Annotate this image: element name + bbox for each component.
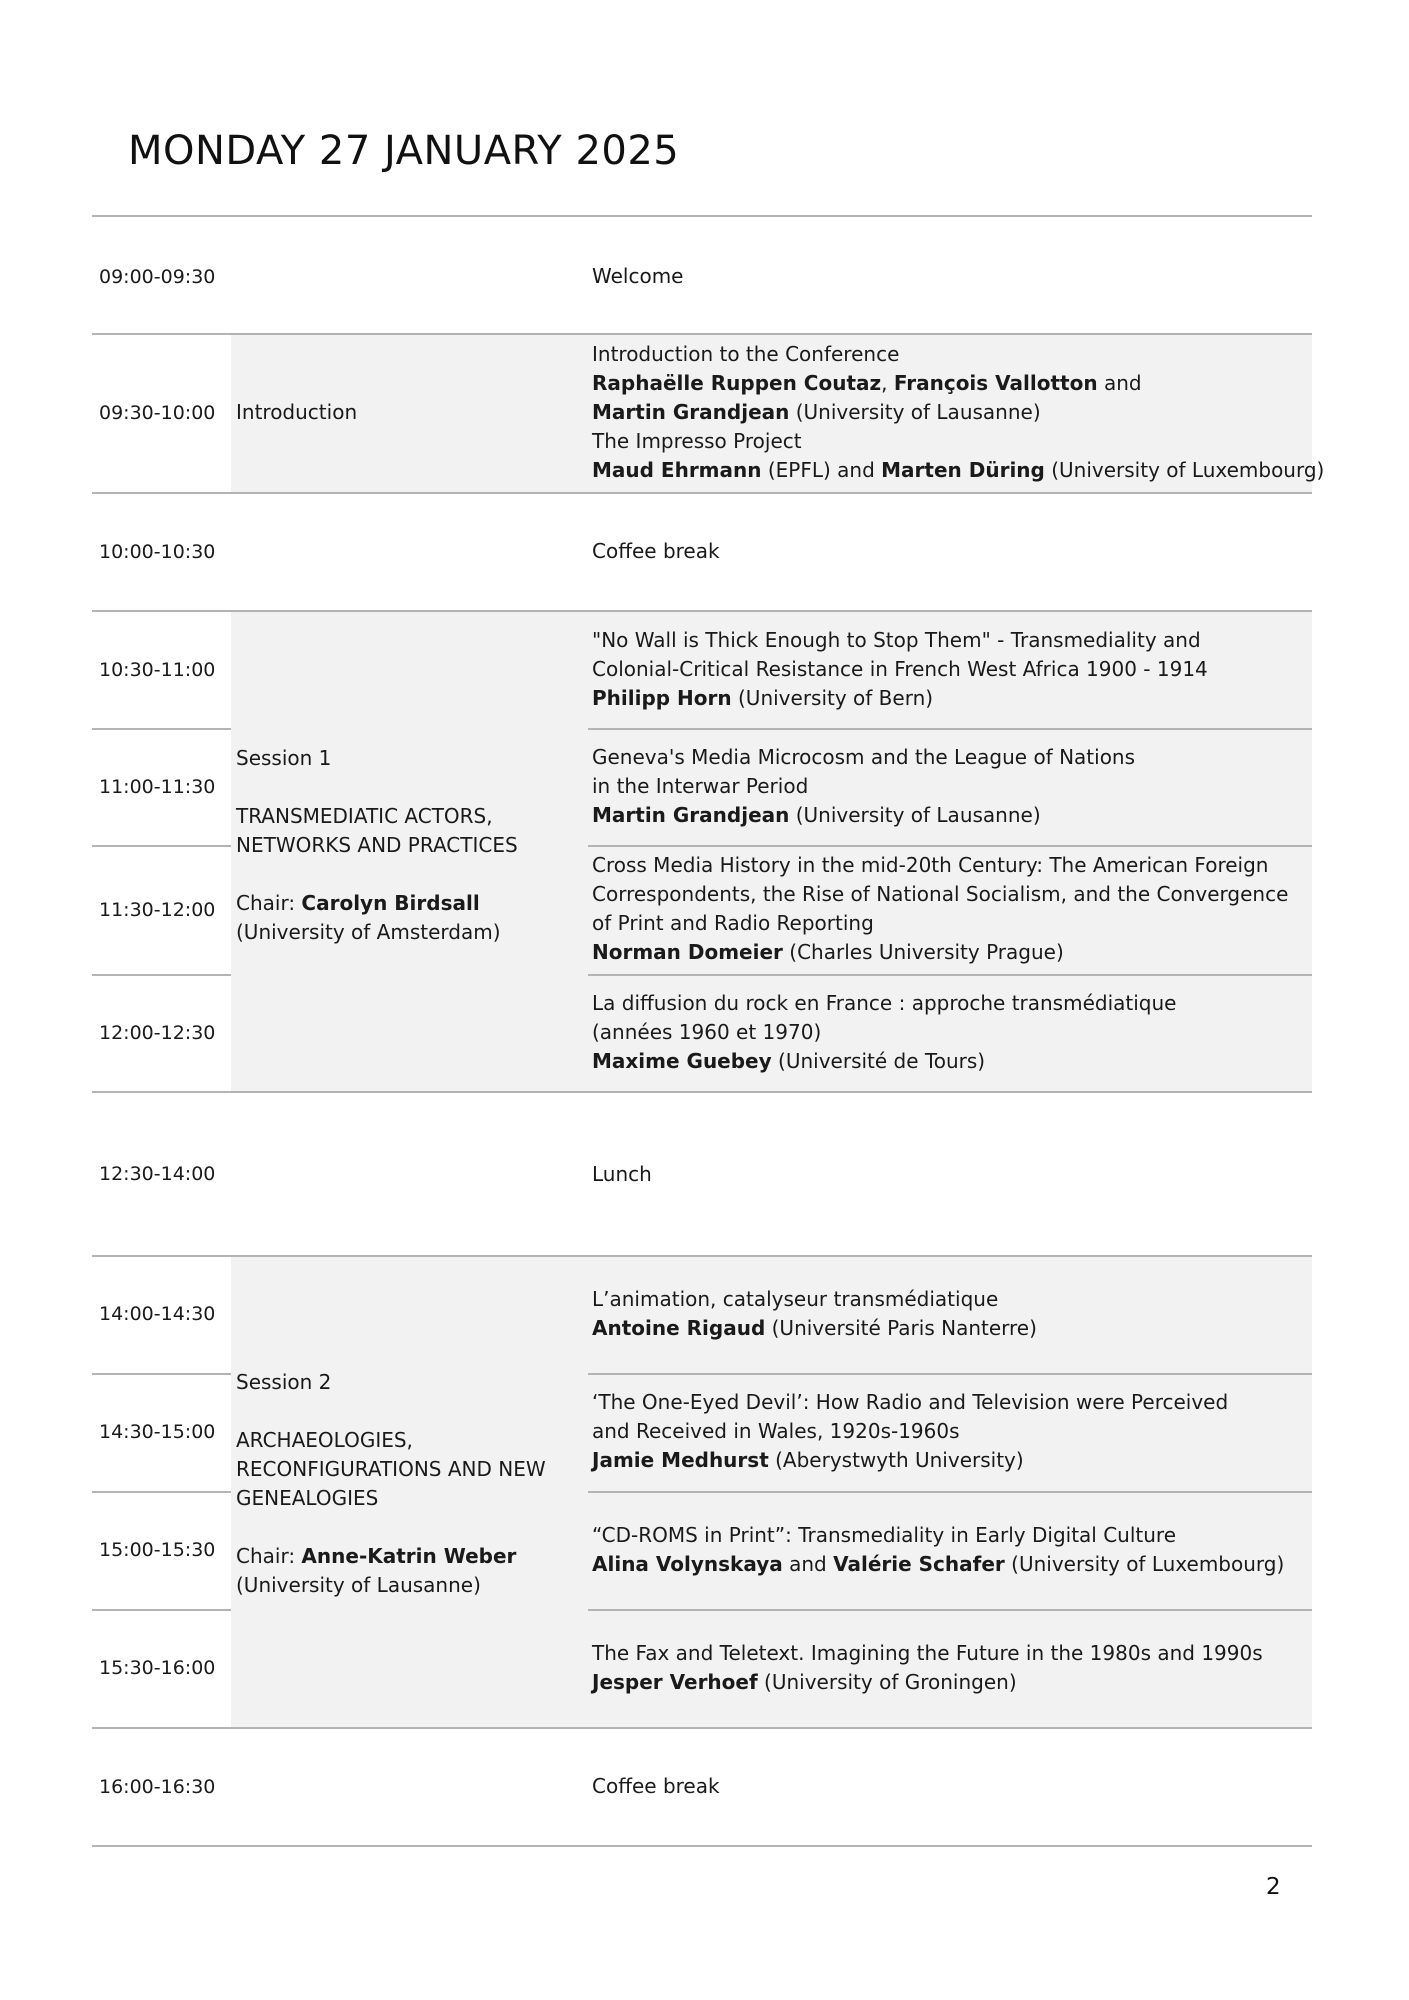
- chair-affiliation: (University of Lausanne): [236, 1573, 481, 1597]
- program-text: Geneva's Media Microcosm and the League of Nations: [592, 745, 1136, 769]
- program-text: (EPFL) and: [761, 458, 882, 482]
- speaker-name: Alina Volynskaya: [592, 1552, 783, 1576]
- program-line: [592, 1772, 1312, 1801]
- session-cell-background: [231, 1610, 588, 1728]
- divider-line: [92, 1727, 1312, 1729]
- session-1-theme-line: TRANSMEDIATIC ACTORS,: [236, 804, 493, 828]
- divider-line: [92, 1091, 1312, 1093]
- divider-line: [588, 845, 1312, 847]
- divider-line: [92, 974, 231, 976]
- time-slot: 16:00-16:30: [99, 1776, 216, 1798]
- program-item: [592, 1388, 1312, 1475]
- divider-line: [92, 728, 231, 730]
- program-text: (Université Paris Nanterre): [765, 1316, 1037, 1340]
- speaker-name: Norman Domeier: [592, 940, 783, 964]
- program-item: [592, 1160, 1312, 1189]
- program-text: (University of Groningen): [757, 1670, 1017, 1694]
- program-text: Cross Media History in the mid-20th Century: The American Foreign: [592, 853, 1269, 877]
- session-cell-background: [231, 975, 588, 1092]
- program-line: [592, 1047, 1312, 1076]
- session-cell-background: [231, 1256, 588, 1374]
- program-text: of Print and Radio Reporting: [592, 911, 874, 935]
- session-2-block: [236, 1368, 576, 1600]
- time-slot: 12:30-14:00: [99, 1163, 216, 1185]
- time-slot: 09:00-09:30: [99, 266, 216, 288]
- divider-line: [92, 1845, 1312, 1847]
- program-line: [592, 772, 1312, 801]
- program-line: [592, 262, 1312, 291]
- program-text: (Université de Tours): [771, 1049, 986, 1073]
- program-item: [592, 743, 1312, 830]
- speaker-name: Maud Ehrmann: [592, 458, 762, 482]
- program-line: [592, 684, 1312, 713]
- program-item: [592, 851, 1312, 967]
- program-line: [592, 1160, 1312, 1189]
- session-2-theme-line: RECONFIGURATIONS AND NEW: [236, 1457, 546, 1481]
- session-1-theme-line: NETWORKS AND PRACTICES: [236, 833, 518, 857]
- program-text: Coffee break: [592, 1774, 720, 1798]
- time-slot: 14:00-14:30: [99, 1303, 216, 1325]
- program-line: [592, 1417, 1312, 1446]
- divider-line: [92, 610, 1312, 612]
- program-text: L’animation, catalyseur transmédiatique: [592, 1287, 999, 1311]
- program-line: [592, 456, 1325, 485]
- speaker-name: Marten Düring: [881, 458, 1045, 482]
- chair-name: Carolyn Birdsall: [301, 891, 480, 915]
- speaker-name: Raphaëlle Ruppen Coutaz: [592, 371, 882, 395]
- program-line: [592, 1550, 1312, 1579]
- program-item: [592, 1521, 1312, 1579]
- time-slot: 12:00-12:30: [99, 1022, 216, 1044]
- program-text: La diffusion du rock en France : approche transmédiatique: [592, 991, 1177, 1015]
- program-line: [592, 1639, 1312, 1668]
- session-2-theme-line: ARCHAEOLOGIES,: [236, 1428, 413, 1452]
- divider-line: [588, 1373, 1312, 1375]
- chair-prefix: Chair:: [236, 1544, 302, 1568]
- divider-line: [92, 215, 1312, 217]
- time-slot: 15:00-15:30: [99, 1539, 216, 1561]
- divider-line: [588, 974, 1312, 976]
- program-line: [592, 1668, 1312, 1697]
- chair-name: Anne-Katrin Weber: [301, 1544, 517, 1568]
- program-line: [592, 743, 1312, 772]
- session-2-chair: [236, 1542, 576, 1571]
- time-slot: 10:30-11:00: [99, 659, 216, 681]
- speaker-name: Martin Grandjean: [592, 803, 790, 827]
- divider-line: [588, 1491, 1312, 1493]
- session-2-label: Session 2: [236, 1370, 332, 1394]
- program-text: Colonial-Critical Resistance in French West Africa 1900 - 1914: [592, 657, 1208, 681]
- program-text: Lunch: [592, 1162, 652, 1186]
- program-line: [592, 938, 1312, 967]
- speaker-name: Jesper Verhoef: [592, 1670, 758, 1694]
- program-text: ‘The One-Eyed Devil’: How Radio and Television were Perceived: [592, 1390, 1229, 1414]
- program-text: (années 1960 et 1970): [592, 1020, 822, 1044]
- program-text: and: [1097, 371, 1142, 395]
- program-item: [592, 1772, 1312, 1801]
- speaker-name: Jamie Medhurst: [592, 1448, 769, 1472]
- program-line: [592, 880, 1312, 909]
- time-slot: 15:30-16:00: [99, 1657, 216, 1679]
- program-line: [592, 537, 1312, 566]
- session-cell-background: [231, 611, 588, 729]
- program-line: [592, 340, 1312, 369]
- program-line: [592, 1314, 1312, 1343]
- program-text: ,: [881, 371, 894, 395]
- divider-line: [92, 1491, 231, 1493]
- program-text: (University of Lausanne): [789, 400, 1041, 424]
- program-text: “CD-ROMS in Print”: Transmediality in Early Digital Culture: [592, 1523, 1177, 1547]
- divider-line: [588, 1609, 1312, 1611]
- program-line: [592, 989, 1312, 1018]
- program-text: The Impresso Project: [592, 429, 802, 453]
- chair-affiliation: (University of Amsterdam): [236, 920, 501, 944]
- program-item: [592, 340, 1325, 485]
- program-line: [592, 655, 1312, 684]
- program-text: (Charles University Prague): [782, 940, 1064, 964]
- time-slot: 09:30-10:00: [99, 402, 216, 424]
- chair-prefix: Chair:: [236, 891, 302, 915]
- divider-line: [92, 1373, 231, 1375]
- program-item: [592, 537, 1312, 566]
- program-line: [592, 626, 1312, 655]
- time-slot: 11:00-11:30: [99, 776, 216, 798]
- divider-line: [92, 492, 1312, 494]
- speaker-name: Martin Grandjean: [592, 400, 790, 424]
- program-line: [592, 1446, 1312, 1475]
- program-line: [592, 1285, 1312, 1314]
- session-1-chair: [236, 889, 576, 918]
- speaker-name: François Vallotton: [893, 371, 1098, 395]
- program-text: and: [782, 1552, 834, 1576]
- session-label: Introduction: [236, 400, 358, 424]
- program-item: [592, 262, 1312, 291]
- program-text: (University of Lausanne): [789, 803, 1041, 827]
- program-line: [592, 801, 1312, 830]
- program-item: [592, 1285, 1312, 1343]
- divider-line: [92, 1255, 1312, 1257]
- time-slot: 10:00-10:30: [99, 541, 216, 563]
- program-text: (University of Bern): [731, 686, 934, 710]
- divider-line: [92, 333, 1312, 335]
- program-text: "No Wall is Thick Enough to Stop Them" - Transmediality and: [592, 628, 1201, 652]
- time-slot: 11:30-12:00: [99, 899, 216, 921]
- program-line: [592, 1018, 1312, 1047]
- program-text: The Fax and Teletext. Imagining the Future in the 1980s and 1990s: [592, 1641, 1263, 1665]
- program-text: (University of Luxembourg): [1004, 1552, 1285, 1576]
- program-text: and Received in Wales, 1920s-1960s: [592, 1419, 960, 1443]
- program-line: [592, 369, 1312, 398]
- speaker-name: Philipp Horn: [592, 686, 732, 710]
- program-line: [592, 427, 1312, 456]
- divider-line: [92, 845, 231, 847]
- page-number: 2: [1266, 1874, 1281, 1900]
- program-item: [592, 1639, 1312, 1697]
- speaker-name: Valérie Schafer: [833, 1552, 1005, 1576]
- program-text: in the Interwar Period: [592, 774, 809, 798]
- program-text: (University of Luxembourg): [1044, 458, 1325, 482]
- program-text: Coffee break: [592, 539, 720, 563]
- speaker-name: Antoine Rigaud: [592, 1316, 766, 1340]
- session-1-label: Session 1: [236, 746, 332, 770]
- time-slot: 14:30-15:00: [99, 1421, 216, 1443]
- program-line: [592, 909, 1312, 938]
- program-text: (Aberystwyth University): [768, 1448, 1024, 1472]
- program-line: [592, 1521, 1312, 1550]
- page-title: MONDAY 27 JANUARY 2025: [128, 128, 680, 174]
- program-text: Correspondents, the Rise of National Socialism, and the Convergence: [592, 882, 1289, 906]
- program-item: [592, 626, 1312, 713]
- divider-line: [588, 728, 1312, 730]
- session-1-block: [236, 744, 576, 947]
- program-line: [592, 851, 1312, 880]
- program-text: Introduction to the Conference: [592, 342, 900, 366]
- program-item: [592, 989, 1312, 1076]
- divider-line: [92, 1609, 231, 1611]
- session-2-theme-line: GENEALOGIES: [236, 1486, 379, 1510]
- program-line: [592, 1388, 1312, 1417]
- program-text: Welcome: [592, 264, 684, 288]
- speaker-name: Maxime Guebey: [592, 1049, 772, 1073]
- program-line: [592, 398, 1312, 427]
